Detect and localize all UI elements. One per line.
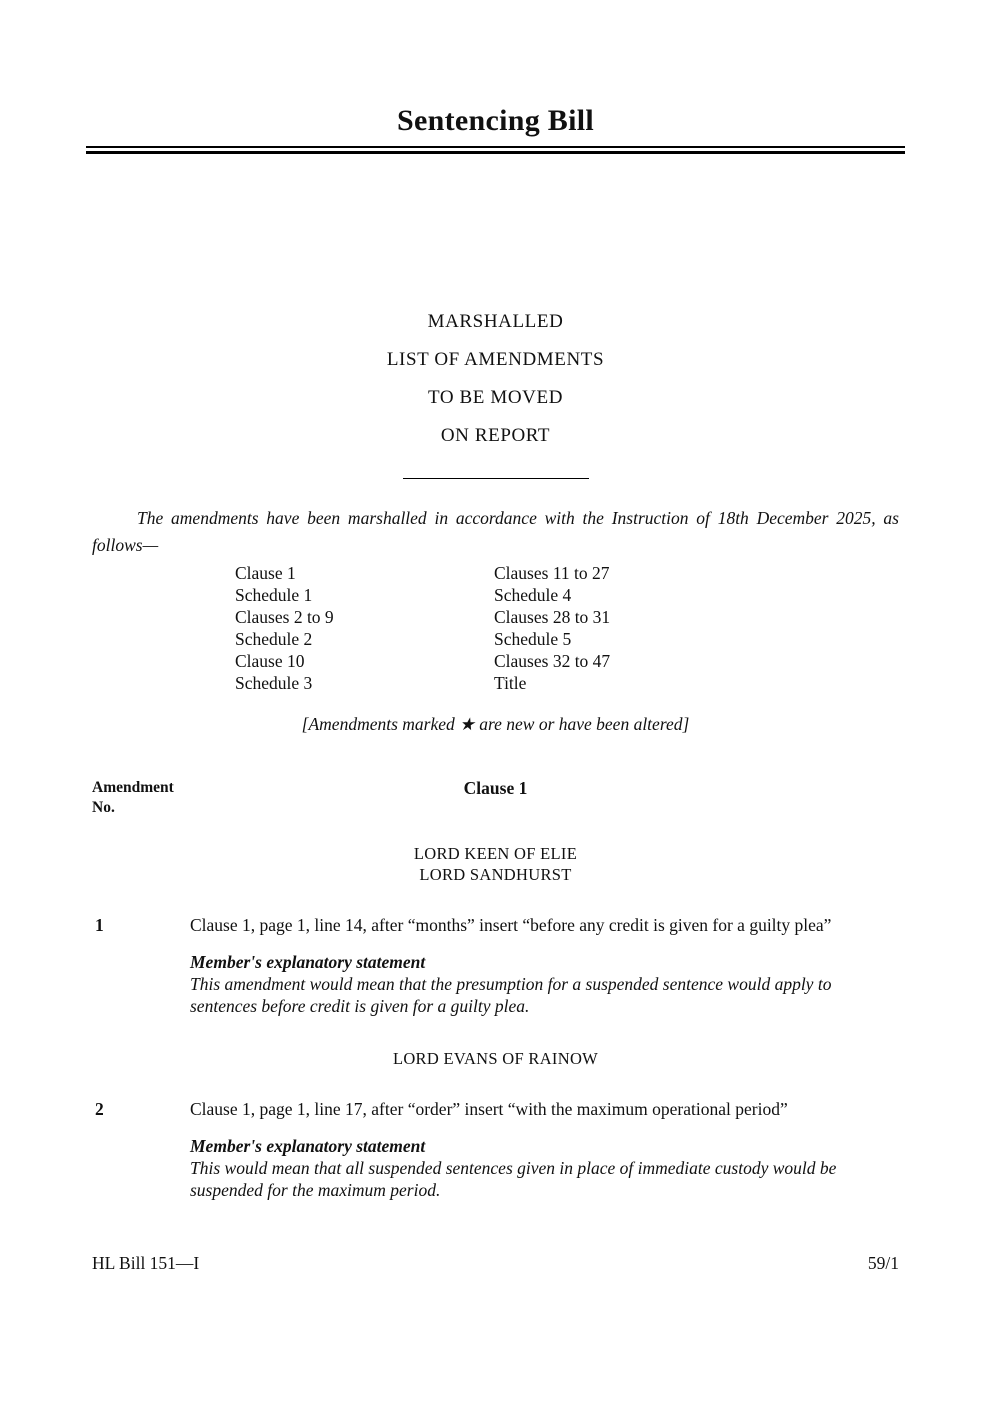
explanatory-statement-label: Member's explanatory statement <box>190 1136 426 1156</box>
clause-order-item: Schedule 3 <box>235 673 313 693</box>
subtitle-list-of-amendments: LIST OF AMENDMENTS <box>386 349 605 370</box>
sponsor-name: LORD SANDHURST <box>419 865 572 884</box>
footer-page-reference: 59/1 <box>867 1253 899 1273</box>
amendment-2-explanatory-statement <box>190 1135 890 1201</box>
clause-order-left-column <box>235 562 494 694</box>
title-rule-bottom-line <box>86 151 905 154</box>
clause-order-item: Clauses 32 to 47 <box>494 651 611 671</box>
clause-1-section-heading: Clause 1 <box>463 778 528 798</box>
title-double-rule <box>86 146 905 154</box>
clause-order-item: Title <box>494 673 527 693</box>
amendment-1-text: Clause 1, page 1, line 14, after “months” insert “before any credit is given for a guilty plea” <box>190 915 832 935</box>
amendment-2-sponsors <box>0 1048 991 1069</box>
clause-order-list <box>235 562 991 694</box>
amendment-no-column-label <box>92 778 174 818</box>
explanatory-statement-text: This amendment would mean that the presumption for a suspended sentence would apply to sentences before credit is given for a guilty plea. <box>190 974 832 1016</box>
clause-order-right-column <box>494 562 753 694</box>
footer-bill-number: HL Bill 151—I <box>92 1253 200 1273</box>
amendment-2-text: Clause 1, page 1, line 17, after “order” insert “with the maximum operational period” <box>190 1099 788 1119</box>
clause-order-item: Clauses 28 to 31 <box>494 607 611 627</box>
amendment-1-sponsors <box>0 843 991 885</box>
amendment-no-label-line1: Amendment <box>92 779 174 796</box>
document-subtitle-block <box>0 312 991 445</box>
amendment-no-label-line2: No. <box>92 799 115 816</box>
clause-order-item: Clauses 11 to 27 <box>494 563 610 583</box>
amendment-1-explanatory-statement <box>190 951 890 1017</box>
clause-order-item: Schedule 4 <box>494 585 572 605</box>
clause-order-item: Schedule 2 <box>235 629 313 649</box>
subtitle-to-be-moved: TO BE MOVED <box>427 387 564 408</box>
subtitle-on-report: ON REPORT <box>440 425 551 446</box>
star-note: [Amendments marked ★ are new or have been altered] <box>301 714 690 734</box>
section-divider-rule <box>403 478 589 479</box>
clause-order-item: Clauses 2 to 9 <box>235 607 334 627</box>
explanatory-statement-text: This would mean that all suspended sentences given in place of immediate custody would be suspended for the maximum period. <box>190 1158 837 1200</box>
sponsor-name: LORD KEEN OF ELIE <box>413 844 578 863</box>
clause-order-item: Schedule 1 <box>235 585 313 605</box>
amendment-1-number: 1 <box>95 915 104 935</box>
subtitle-marshalled: MARSHALLED <box>427 311 564 332</box>
clause-order-item: Schedule 5 <box>494 629 572 649</box>
amendment-2-number: 2 <box>95 1099 104 1119</box>
marshalling-note: The amendments have been marshalled in accordance with the Instruction of 18th December 2025, as follows— <box>92 508 899 555</box>
bill-title: Sentencing Bill <box>396 104 595 137</box>
clause-order-item: Clause 1 <box>235 563 296 583</box>
sponsor-name: LORD EVANS OF RAINOW <box>392 1049 599 1068</box>
amendment-2-row <box>92 1098 899 1120</box>
page-footer <box>92 1252 899 1274</box>
clause-order-item: Clause 10 <box>235 651 305 671</box>
amendment-table-header <box>92 778 899 820</box>
amendment-1-row <box>92 914 899 936</box>
explanatory-statement-label: Member's explanatory statement <box>190 952 426 972</box>
